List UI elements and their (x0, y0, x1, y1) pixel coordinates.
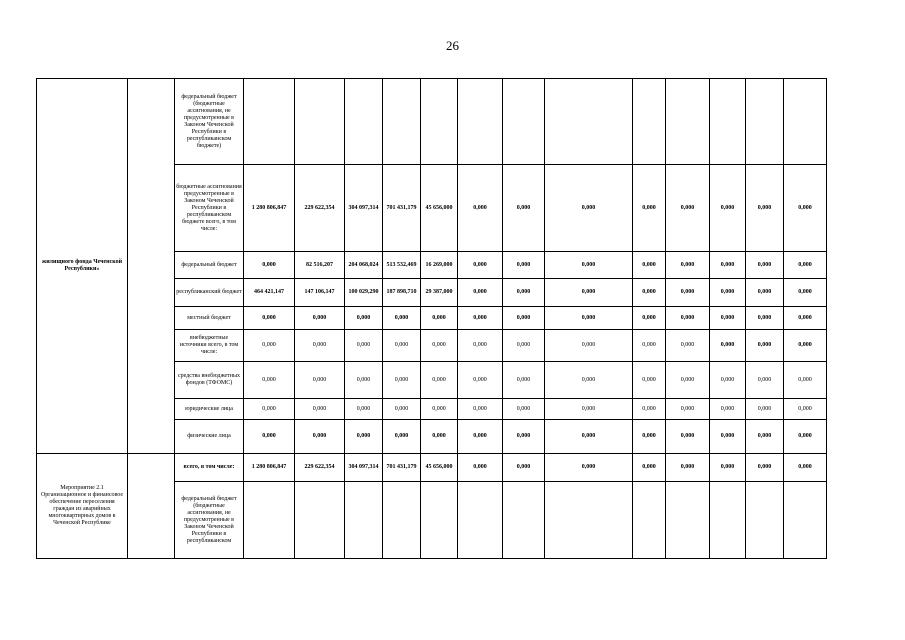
value-cell: 0,000 (746, 399, 784, 420)
empty-cell (128, 79, 175, 454)
value-cell: 0,000 (383, 330, 421, 362)
value-cell (784, 79, 827, 165)
value-cell (503, 482, 545, 559)
value-cell: 0,000 (503, 454, 545, 482)
value-cell (633, 79, 666, 165)
value-cell: 0,000 (295, 399, 345, 420)
value-cell: 0,000 (244, 307, 295, 330)
value-cell: 100 029,290 (345, 279, 383, 307)
source-label: средства внебюджетных фондов (ТФОМС) (175, 362, 244, 399)
source-label: местный бюджет (175, 307, 244, 330)
value-cell: 0,000 (421, 420, 458, 454)
source-label: бюджетные ассигнования предусмотренные в Законом Чеченской Республики в республиканском бюджете всего, в том числе: (175, 165, 244, 252)
program-title-cell: жилищного фонда Чеченской Республики» (37, 79, 128, 454)
value-cell: 0,000 (503, 307, 545, 330)
table-row (37, 79, 827, 165)
value-cell (244, 79, 295, 165)
source-label: физические лица (175, 420, 244, 454)
source-label: всего, в том числе: (175, 454, 244, 482)
value-cell (345, 482, 383, 559)
value-cell: 0,000 (710, 307, 746, 330)
value-cell: 16 269,000 (421, 252, 458, 279)
value-cell: 0,000 (633, 330, 666, 362)
value-cell: 0,000 (710, 252, 746, 279)
value-cell: 0,000 (244, 420, 295, 454)
empty-cell (128, 454, 175, 559)
value-cell: 0,000 (784, 362, 827, 399)
value-cell (710, 79, 746, 165)
value-cell: 0,000 (383, 362, 421, 399)
value-cell (503, 79, 545, 165)
value-cell: 0,000 (458, 454, 503, 482)
value-cell: 0,000 (345, 330, 383, 362)
value-cell: 229 622,354 (295, 165, 345, 252)
value-cell: 0,000 (746, 165, 784, 252)
value-cell: 304 097,314 (345, 454, 383, 482)
value-cell: 0,000 (666, 330, 710, 362)
value-cell: 0,000 (421, 307, 458, 330)
source-label: федеральный бюджет (бюджетные ассигнования, не предусмотренные в Законом Чеченской Республики в республиканском бюджете) (175, 79, 244, 165)
value-cell: 0,000 (545, 420, 633, 454)
value-cell: 0,000 (421, 330, 458, 362)
value-cell: 0,000 (458, 330, 503, 362)
value-cell: 0,000 (666, 420, 710, 454)
value-cell: 0,000 (784, 399, 827, 420)
value-cell: 0,000 (345, 307, 383, 330)
value-cell (458, 482, 503, 559)
value-cell: 0,000 (295, 307, 345, 330)
value-cell (666, 79, 710, 165)
value-cell: 0,000 (383, 420, 421, 454)
value-cell: 0,000 (666, 362, 710, 399)
value-cell: 45 656,000 (421, 454, 458, 482)
source-label: республиканский бюджет (175, 279, 244, 307)
value-cell: 0,000 (633, 420, 666, 454)
value-cell: 0,000 (633, 454, 666, 482)
value-cell: 0,000 (746, 252, 784, 279)
value-cell: 0,000 (458, 399, 503, 420)
value-cell (458, 79, 503, 165)
value-cell: 0,000 (295, 330, 345, 362)
value-cell: 0,000 (244, 252, 295, 279)
value-cell: 0,000 (710, 330, 746, 362)
value-cell: 0,000 (545, 279, 633, 307)
value-cell: 0,000 (666, 307, 710, 330)
value-cell: 204 068,024 (345, 252, 383, 279)
value-cell: 0,000 (746, 454, 784, 482)
value-cell: 0,000 (421, 399, 458, 420)
value-cell: 0,000 (503, 362, 545, 399)
value-cell: 0,000 (383, 307, 421, 330)
value-cell: 0,000 (545, 307, 633, 330)
value-cell: 0,000 (345, 399, 383, 420)
value-cell (784, 482, 827, 559)
value-cell: 0,000 (503, 165, 545, 252)
value-cell: 0,000 (503, 330, 545, 362)
value-cell: 0,000 (784, 307, 827, 330)
value-cell: 0,000 (345, 420, 383, 454)
value-cell: 1 280 806,847 (244, 454, 295, 482)
value-cell: 0,000 (746, 420, 784, 454)
value-cell (746, 482, 784, 559)
value-cell (421, 79, 458, 165)
value-cell: 0,000 (545, 362, 633, 399)
value-cell: 0,000 (666, 165, 710, 252)
value-cell: 0,000 (503, 279, 545, 307)
value-cell: 0,000 (545, 165, 633, 252)
value-cell: 0,000 (633, 165, 666, 252)
value-cell: 0,000 (666, 252, 710, 279)
value-cell: 0,000 (383, 399, 421, 420)
value-cell: 0,000 (710, 454, 746, 482)
value-cell: 0,000 (746, 307, 784, 330)
value-cell: 0,000 (666, 279, 710, 307)
value-cell: 0,000 (666, 454, 710, 482)
value-cell: 0,000 (545, 330, 633, 362)
value-cell: 0,000 (784, 252, 827, 279)
value-cell (633, 482, 666, 559)
value-cell: 0,000 (545, 252, 633, 279)
value-cell (545, 79, 633, 165)
value-cell: 0,000 (503, 399, 545, 420)
value-cell: 1 280 806,847 (244, 165, 295, 252)
value-cell: 0,000 (710, 362, 746, 399)
value-cell (421, 482, 458, 559)
value-cell (710, 482, 746, 559)
source-label: федеральный бюджет (175, 252, 244, 279)
value-cell: 147 106,147 (295, 279, 345, 307)
value-cell (295, 482, 345, 559)
budget-table (36, 78, 827, 559)
value-cell: 0,000 (784, 279, 827, 307)
value-cell: 229 622,354 (295, 454, 345, 482)
value-cell: 0,000 (244, 399, 295, 420)
value-cell: 0,000 (746, 362, 784, 399)
value-cell: 0,000 (458, 165, 503, 252)
value-cell: 29 387,000 (421, 279, 458, 307)
value-cell (545, 482, 633, 559)
source-label: федеральный бюджет (бюджетные ассигнования, не предусмотренные в Законом Чеченской Республики в республиканском (175, 482, 244, 559)
value-cell: 0,000 (666, 399, 710, 420)
value-cell: 45 656,000 (421, 165, 458, 252)
value-cell: 701 431,179 (383, 454, 421, 482)
source-label: внебюджетные источники всего, в том числе: (175, 330, 244, 362)
value-cell: 0,000 (633, 399, 666, 420)
value-cell: 0,000 (784, 420, 827, 454)
value-cell: 0,000 (710, 420, 746, 454)
value-cell: 0,000 (633, 252, 666, 279)
value-cell: 0,000 (244, 362, 295, 399)
value-cell: 0,000 (633, 307, 666, 330)
value-cell: 464 421,147 (244, 279, 295, 307)
value-cell: 0,000 (633, 279, 666, 307)
value-cell: 0,000 (345, 362, 383, 399)
value-cell: 0,000 (784, 330, 827, 362)
value-cell: 0,000 (458, 362, 503, 399)
value-cell: 0,000 (710, 399, 746, 420)
table-row (37, 454, 827, 482)
value-cell: 0,000 (458, 279, 503, 307)
source-label: юридические лица (175, 399, 244, 420)
value-cell: 0,000 (746, 330, 784, 362)
value-cell: 701 431,179 (383, 165, 421, 252)
value-cell (295, 79, 345, 165)
value-cell: 0,000 (746, 279, 784, 307)
value-cell: 0,000 (710, 165, 746, 252)
value-cell: 0,000 (244, 330, 295, 362)
value-cell (383, 482, 421, 559)
value-cell: 0,000 (503, 420, 545, 454)
value-cell: 513 532,469 (383, 252, 421, 279)
value-cell: 82 516,207 (295, 252, 345, 279)
event-title-cell: Мероприятие 2.1 Организационное и финансовое обеспечение переселения граждан из аварийных многоквартирных домов в Чеченской Республике (37, 454, 128, 559)
value-cell: 187 898,710 (383, 279, 421, 307)
value-cell (345, 79, 383, 165)
page-number: 26 (446, 38, 459, 53)
value-cell: 0,000 (710, 279, 746, 307)
value-cell (666, 482, 710, 559)
value-cell: 0,000 (784, 454, 827, 482)
value-cell: 0,000 (545, 454, 633, 482)
value-cell: 0,000 (458, 307, 503, 330)
value-cell: 0,000 (458, 252, 503, 279)
value-cell: 0,000 (545, 399, 633, 420)
value-cell: 0,000 (421, 362, 458, 399)
value-cell: 0,000 (458, 420, 503, 454)
value-cell: 0,000 (295, 362, 345, 399)
value-cell: 0,000 (503, 252, 545, 279)
value-cell (383, 79, 421, 165)
value-cell: 304 097,314 (345, 165, 383, 252)
value-cell (746, 79, 784, 165)
value-cell: 0,000 (633, 362, 666, 399)
value-cell: 0,000 (784, 165, 827, 252)
value-cell: 0,000 (295, 420, 345, 454)
value-cell (244, 482, 295, 559)
